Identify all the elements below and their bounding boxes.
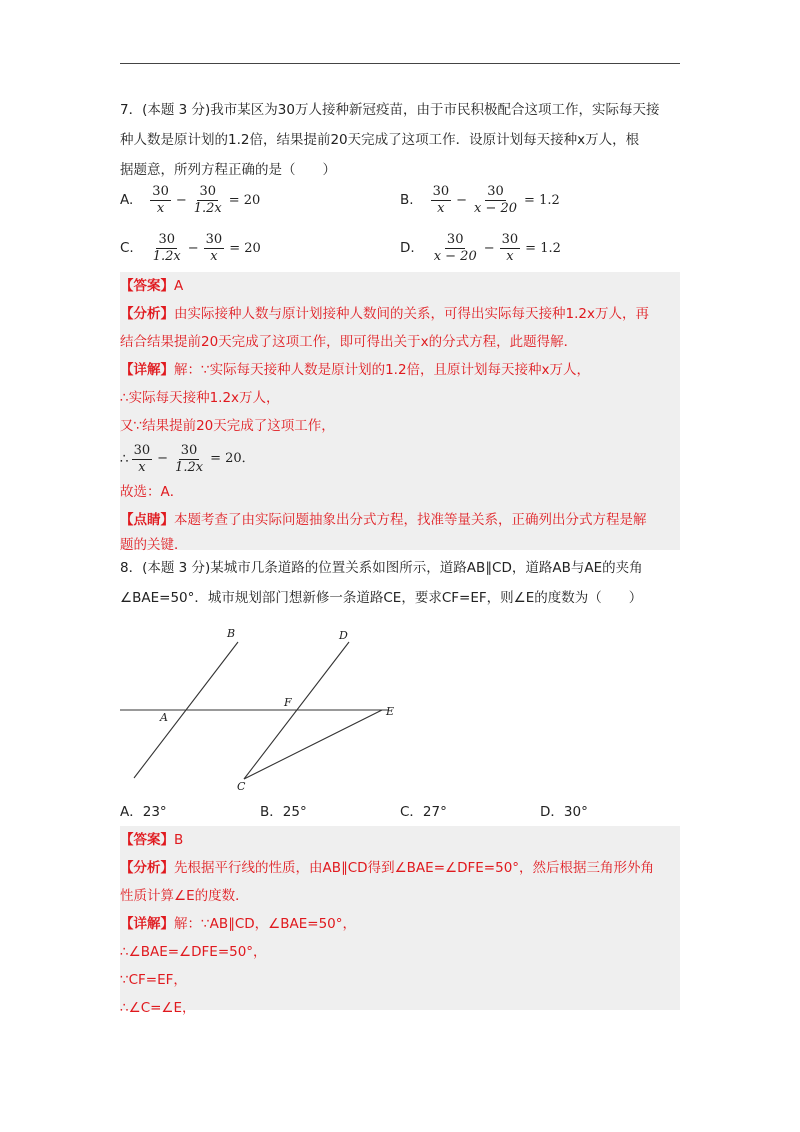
q7-options-row-2 (120, 226, 680, 270)
q7-detail-1: 【详解】解：∵实际每天接种人数是原计划的1.2倍，且原计划每天接种x万人， (120, 362, 591, 378)
q7-comment-2: 题的关键． (120, 537, 188, 553)
q8-answer-block (120, 826, 680, 1016)
q7-line-1: 7．(本题 3 分)我市某区为30万人接种新冠疫苗，由于市民积极配合这项工作，实际每天接 (120, 102, 660, 118)
q8-analysis-1: 【分析】先根据平行线的性质，由AB∥CD得到∠BAE=∠DFE=50°，然后根据三角形外角 (120, 860, 655, 876)
q7-option-d[interactable]: D. $\frac{30}{x - 20}$ − $\frac{30}{x}$ = 1.2 (400, 231, 561, 264)
label-b: B (227, 627, 236, 640)
label-f: F (284, 696, 292, 709)
q8-detail-4: ∴∠C=∠E， (120, 1000, 196, 1016)
q7-option-a[interactable]: A. $\frac{30}{x}$ − $\frac{30}{1.2x}$ = 20 (120, 183, 261, 216)
q8-detail-1: 【详解】解：∵AB∥CD，∠BAE=50°， (120, 916, 357, 932)
q7-option-c[interactable]: C. $\frac{30}{1.2x}$ − $\frac{30}{x}$ = 20 (120, 231, 261, 264)
q8-option-c[interactable]: C．27° (400, 804, 447, 820)
label-c: C (237, 780, 246, 793)
q8-option-a[interactable]: A．23° (120, 804, 167, 820)
q7-comment-1: 【点睛】本题考查了由实际问题抽象出分式方程，找准等量关系，正确列出分式方程是解 (120, 512, 647, 528)
q7-answer: 【答案】A (120, 278, 184, 294)
q7-line-3: 据题意，所列方程正确的是（ ） (120, 162, 336, 178)
q8-answer: 【答案】B (120, 832, 184, 848)
question-7-stem (120, 95, 685, 185)
q7-line-2: 种人数是原计划的1.2倍，结果提前20天完成了这项工作．设原计划每天接种x万人，根 (120, 132, 640, 148)
label-d: D (339, 629, 348, 642)
q7-detail-equation: ∴ $\frac{30}{x}$ − $\frac{30}{1.2x}$ = 20． (120, 442, 255, 475)
q8-detail-3: ∵CF=EF， (120, 972, 187, 988)
geometry-figure (120, 622, 410, 797)
label-e: E (386, 705, 395, 718)
q7-choose: 故选：A． (120, 484, 184, 500)
label-a: A (160, 711, 168, 724)
q7-option-b[interactable]: B. $\frac{30}{x}$ − $\frac{30}{x - 20}$ = 1.2 (400, 183, 560, 216)
question-8-stem (120, 553, 685, 613)
header-rule (120, 63, 680, 64)
q8-line-1: 8．(本题 3 分)某城市几条道路的位置关系如图所示，道路AB∥CD，道路AB与AE的夹角 (120, 560, 643, 576)
q7-answer-block (120, 272, 680, 553)
q8-option-d[interactable]: D．30° (540, 804, 588, 820)
q8-options (120, 800, 680, 822)
q8-option-b[interactable]: B．25° (260, 804, 307, 820)
q8-line-2: ∠BAE=50°．城市规划部门想新修一条道路CE，要求CF=EF，则∠E的度数为（ ） (120, 590, 643, 606)
q7-analysis-1: 【分析】由实际接种人数与原计划接种人数间的关系，可得出实际每天接种1.2x万人，再 (120, 306, 649, 322)
q7-options-row-1 (120, 178, 680, 222)
road-line-ce (244, 710, 382, 779)
q7-detail-2: ∴实际每天接种1.2x万人， (120, 390, 280, 406)
q8-detail-2: ∴∠BAE=∠DFE=50°， (120, 944, 267, 960)
q8-analysis-2: 性质计算∠E的度数． (120, 888, 249, 904)
q7-analysis-2: 结合结果提前20天完成了这项工作，即可得出关于x的分式方程，此题得解． (120, 334, 578, 350)
q7-detail-3: 又∵结果提前20天完成了这项工作， (120, 418, 335, 434)
